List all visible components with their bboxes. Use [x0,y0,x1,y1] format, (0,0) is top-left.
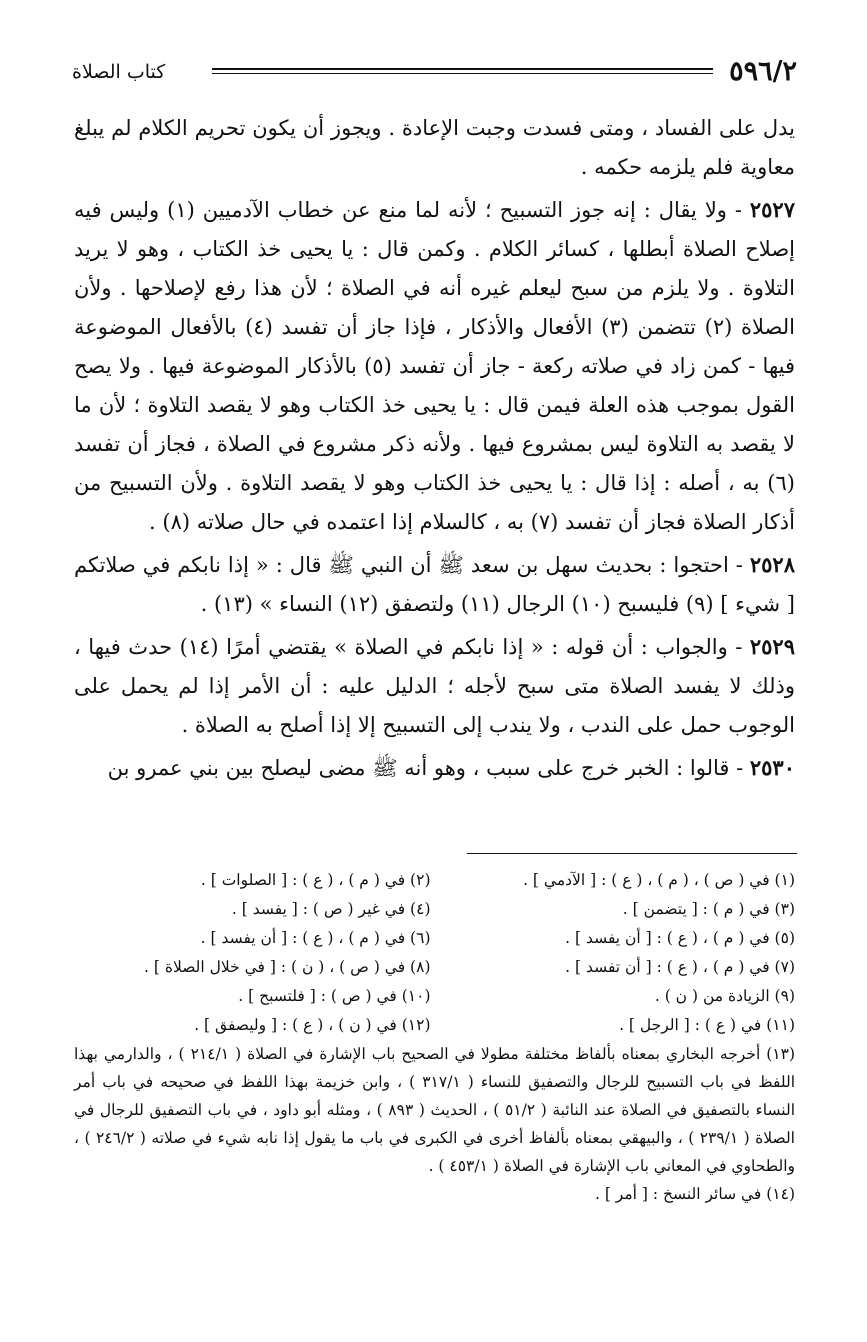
paragraph-number: ٢٥٢٩ [749,634,795,659]
footnote: (٢) في ( م ) ، ( ع ) : [ الصلوات ] . [200,871,431,889]
running-title: كتاب الصلاة [72,61,166,83]
footnote: (٨) في ( ص ) ، ( ن ) : [ في خلال الصلاة ] . [144,958,431,976]
paragraph-number: ٢٥٢٨ [749,552,795,577]
paragraph [74,190,795,542]
footnote: (٧) في ( م ) ، ( ع ) : [ أن تفسد ] . [565,958,795,976]
footnote: (٦) في ( م ) ، ( ع ) : [ أن يفسد ] . [200,929,431,947]
footnote: (٤) في غير ( ص ) : [ يفسد ] . [231,900,431,918]
footnote-citation: (١٣) أخرجه البخاري بمعناه بألفاظ مختلفة مطولا في الصحيح باب الإشارة في الصلاة ( ٢١٤/١ ) ، والدارمي بهذا اللفظ في باب التسبيح للرجال والتصفيق للنساء ( ٣١٧/١ ) ، وابن خزيمة بهذا اللفظ في صحيحه في باب أمر النساء بالتصفيق في الصلاة عند النائبة ( ٥١/٢ ) ، الحديث ( ٨٩٣ ) ، ومثله أبو داود ، في باب التصفيق للرجال في الصلاة ( ٢٣٩/١ ) ، والبيهقي بمعناه بألفاظ أخرى في الكبرى في باب ما يقول إذا نابه شيء في صلاته ( ٢٤٦/٢ ) ، والطحاوي في المعاني باب الإشارة في الصلاة ( ٤٥٣/١ ) . [74,1045,796,1175]
paragraph [74,748,795,788]
paragraph-text: يدل على الفساد ، ومتى فسدت وجبت الإعادة . ويجوز أن يكون تحريم الكلام لم يبلغ معاوية فلم يلزمه حكمه . [74,116,795,179]
footnote-separator [467,853,797,854]
footnote: (١١) في ( ع ) : [ الرجل ] . [619,1016,795,1034]
footnotes [74,866,795,1209]
footnote-grid [74,866,795,1040]
page-header [72,52,797,96]
footnote: (٣) في ( م ) : [ يتضمن ] . [622,900,795,918]
footnote: (١٢) في ( ن ) ، ( ع ) : [ وليصفق ] . [194,1016,431,1034]
main-text [74,108,795,791]
paragraph [74,545,795,624]
footnote: (٥) في ( م ) ، ( ع ) : [ أن يفسد ] . [565,929,795,947]
footnote: (١٠) في ( ص ) : [ فلتسبح ] . [238,987,431,1005]
footnote: (١) في ( ص ) ، ( م ) ، ( ع ) : [ الآدمي ] . [523,871,795,889]
paragraph-text: - قالوا : الخبر خرج على سبب ، وهو أنه ﷺ مضى ليصلح بين بني عمرو بن [107,756,750,780]
paragraph [74,627,795,745]
paragraph [74,108,795,187]
paragraph-text: - احتجوا : بحديث سهل بن سعد ﷺ أن النبي ﷺ قال : « إذا نابكم في صلاتكم [ شيء ] (٩) فليسبح (١٠) الرجال (١١) ولتصفق (١٢) النساء » (١٣) . [74,553,795,616]
page-number: ٥٩٦/٢ [729,56,797,87]
paragraph-number: ٢٥٢٧ [749,197,795,222]
paragraph-text: - والجواب : أن قوله : « إذا نابكم في الصلاة » يقتضي أمرًا (١٤) حدث فيها ، وذلك لا يفسد الصلاة متى سبح لأجله ؛ الدليل عليه : أن الأمر إذا لم يحمل على الوجوب حمل على الندب ، ولا يندب إلى التسبيح إلا إذا أصلح به الصلاة . [74,635,795,737]
footnote: (١٤) في سائر النسخ : [ أمر ] . [594,1185,795,1203]
paragraph-text: - ولا يقال : إنه جوز التسبيح ؛ لأنه لما منع عن خطاب الآدميين (١) وليس فيه إصلاح الصلاة أبطلها ، كسائر الكلام . وكمن قال : يا يحيى خذ الكتاب ، وهو لا يريد التلاوة . ولا يلزم من سبح ليعلم غيره أنه في الصلاة ؛ لأن هذا رفع لإصلاحها . ولأن الصلاة (٢) تتضمن (٣) الأفعال والأذكار ، فإذا جاز أن تفسد (٤) بالأفعال الموضوعة فيها - كمن زاد في صلاته ركعة - جاز أن تفسد (٥) بالأذكار الموضوعة فيها . ولا يصح القول بموجب هذه العلة فيمن قال : يا يحيى خذ الكتاب وهو لا يقصد التلاوة ؛ لأن ما لا يقصد به التلاوة ليس بمشروع فيها . ولأنه ذكر مشروع في الصلاة ، فجاز أن تفسد (٦) به ، أصله : إذا قال : يا يحيى خذ الكتاب وهو لا يقصد التلاوة . ولأن التسبيح من أذكار الصلاة فجاز أن تفسد (٧) به ، كالسلام إذا اعتمده في حال صلاته (٨) . [74,198,795,534]
footnote: (٩) الزيادة من ( ن ) . [654,987,795,1005]
header-rule [212,68,713,74]
paragraph-number: ٢٥٣٠ [749,755,795,780]
